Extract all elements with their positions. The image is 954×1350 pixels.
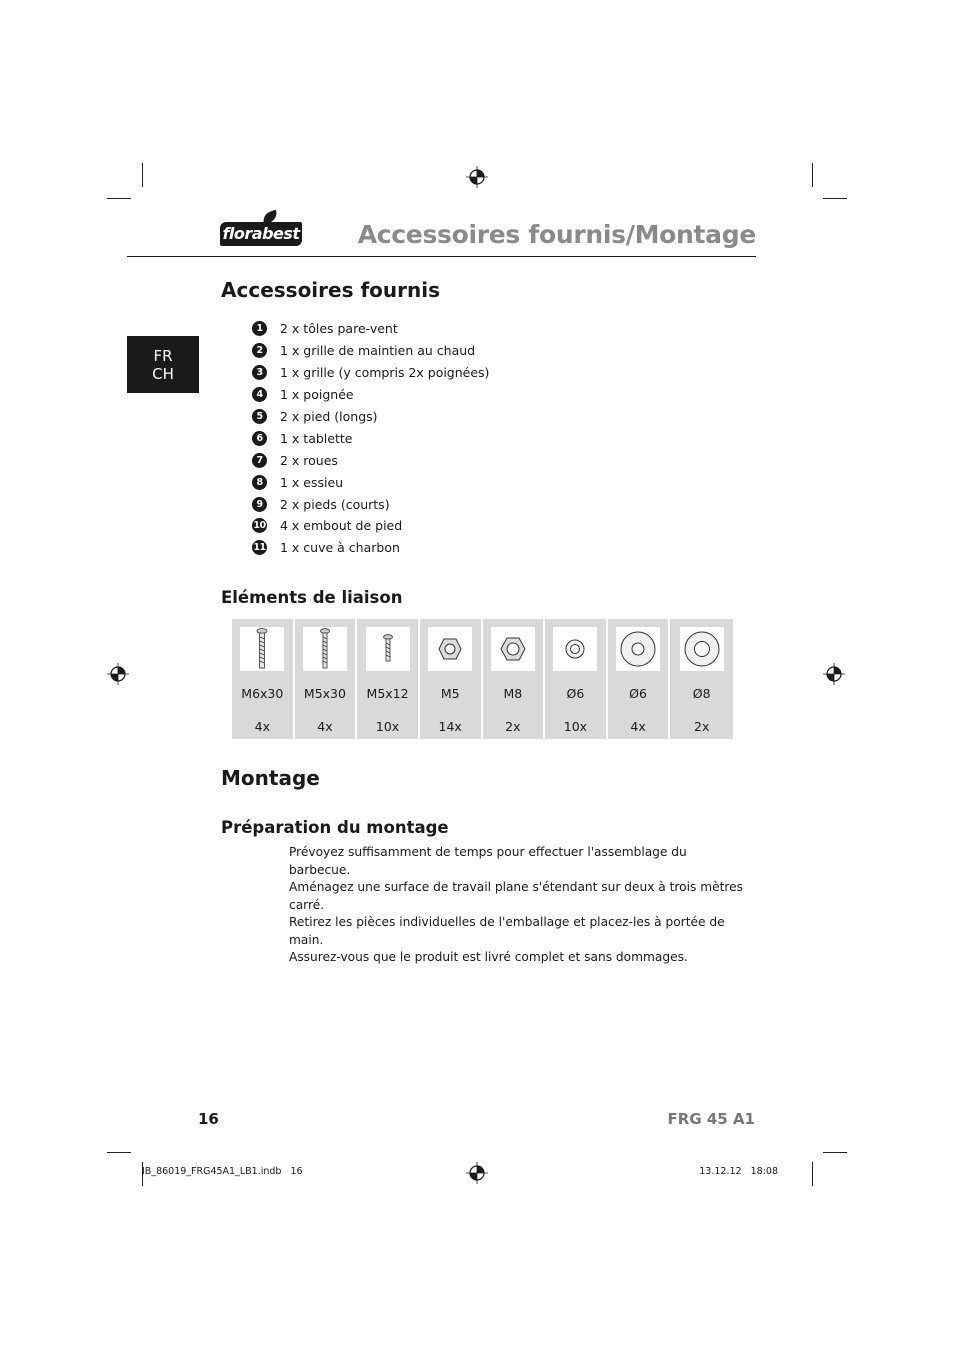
fastener-cell [420, 619, 483, 739]
fasteners-table [232, 619, 733, 739]
model-number: FRG 45 A1 [667, 1110, 755, 1128]
paragraph: Prévoyez suffisamment de temps pour effectuer l'assemblage du barbecue. [289, 845, 687, 877]
section-title-accessoires: Accessoires fournis [221, 278, 440, 302]
list-item [252, 340, 672, 362]
paragraph: Aménagez une surface de travail plane s'étendant sur deux à trois mètres carré. [289, 880, 743, 912]
list-item [252, 449, 672, 471]
fastener-quantity: 2x [505, 719, 521, 734]
item-text: 1 x grille (y compris 2x poignées) [280, 365, 490, 381]
fastener-quantity: 4x [254, 719, 270, 734]
section-title-montage: Montage [221, 766, 320, 790]
fastener-quantity: 14x [438, 719, 462, 734]
registration-mark-icon [107, 663, 129, 685]
fastener-size: M6x30 [241, 686, 284, 701]
fastener-image [680, 627, 724, 671]
fastener-cell [545, 619, 608, 739]
fastener-image [366, 627, 410, 671]
crop-mark [107, 1152, 131, 1153]
crop-mark [812, 163, 813, 187]
item-number-badge: 4 [252, 387, 267, 402]
small-washer-icon [564, 638, 586, 660]
item-text: 1 x cuve à charbon [280, 540, 400, 556]
list-item [252, 384, 672, 406]
large-washer-icon [619, 630, 657, 668]
header-divider [127, 256, 756, 257]
item-number-badge: 7 [252, 453, 267, 468]
list-item [252, 427, 672, 449]
list-item [252, 493, 672, 515]
item-number-badge: 11 [253, 542, 266, 554]
long-screw-icon [256, 628, 268, 670]
fastener-size: M5x30 [303, 686, 346, 701]
crop-mark [142, 163, 143, 187]
lang-tab-line: FR [153, 346, 173, 365]
item-text: 1 x essieu [280, 474, 344, 490]
fastener-size: Ø6 [566, 686, 585, 701]
fastener-size: Ø8 [692, 686, 711, 701]
fastener-image [616, 627, 660, 671]
item-text: 2 x pieds (courts) [280, 496, 390, 512]
fastener-size: Ø6 [629, 686, 647, 701]
crop-mark [823, 1152, 847, 1153]
preparation-text [289, 844, 749, 967]
fastener-image [428, 627, 472, 671]
long-screw-icon [319, 628, 331, 670]
short-screw-icon [382, 634, 394, 664]
registration-mark-icon [466, 166, 488, 188]
item-text: 1 x grille de maintien au chaud [280, 343, 476, 359]
item-text: 1 x poignée [280, 387, 354, 403]
item-number-badge: 1 [252, 321, 267, 336]
item-number-badge: 10 [253, 520, 266, 532]
fastener-size: M5x12 [366, 686, 409, 701]
section-title-liaison: Eléments de liaison [221, 588, 403, 607]
list-item [252, 471, 672, 493]
item-text: 2 x pied (longs) [280, 409, 378, 424]
fastener-image [240, 627, 284, 671]
parts-list [252, 318, 672, 559]
item-number-badge: 3 [252, 365, 267, 380]
date-slug: 13.12.12 18:08 [699, 1166, 778, 1177]
paragraph: Assurez-vous que le produit est livré complet et sans dommages. [289, 950, 688, 964]
fastener-quantity: 10x [563, 719, 588, 734]
hex-nut-icon [438, 637, 462, 661]
page-title: Accessoires fournis/Montage [357, 220, 756, 249]
language-tab [127, 336, 199, 393]
list-item [252, 318, 672, 340]
fastener-quantity: 10x [375, 719, 400, 734]
item-text: 2 x roues [280, 452, 338, 468]
item-number-badge: 8 [252, 475, 267, 490]
fastener-cell [232, 619, 295, 739]
paragraph: Retirez les pièces individuelles de l'emballage et placez-les à portée de main. [289, 915, 725, 947]
fastener-quantity: 4x [630, 719, 646, 734]
fastener-quantity: 4x [317, 719, 333, 734]
fastener-cell [295, 619, 358, 739]
fastener-size: M5 [440, 686, 460, 701]
list-item [252, 537, 672, 559]
fastener-cell [608, 619, 671, 739]
list-item [252, 406, 672, 428]
fastener-quantity: 2x [694, 719, 710, 734]
hex-nut-icon [500, 636, 526, 662]
crop-mark [823, 198, 847, 199]
item-number-badge: 5 [252, 409, 267, 424]
fastener-size: M8 [503, 686, 523, 701]
crop-mark [812, 1162, 813, 1186]
item-number-badge: 2 [252, 343, 267, 358]
crop-mark [107, 198, 131, 199]
item-text: 1 x tablette [280, 430, 353, 446]
large-washer-icon [683, 630, 721, 668]
list-item [252, 362, 672, 384]
page-number: 16 [198, 1110, 219, 1128]
fastener-cell [357, 619, 420, 739]
item-number-badge: 6 [252, 431, 267, 446]
registration-mark-icon [823, 663, 845, 685]
brand-logo: florabest [220, 222, 302, 246]
fastener-image [491, 627, 535, 671]
item-number-badge: 9 [252, 497, 267, 512]
registration-mark-icon [466, 1162, 488, 1184]
file-slug: IB_86019_FRG45A1_LB1.indb 16 [142, 1166, 303, 1177]
fastener-image [303, 627, 347, 671]
lang-tab-line: CH [152, 364, 174, 383]
list-item [252, 515, 672, 537]
fastener-cell [670, 619, 733, 739]
fastener-image [553, 627, 597, 671]
item-text: 2 x tôles pare-vent [280, 321, 398, 337]
item-text: 4 x embout de pied [280, 518, 403, 534]
fastener-cell [483, 619, 546, 739]
section-title-preparation: Préparation du montage [221, 818, 449, 837]
